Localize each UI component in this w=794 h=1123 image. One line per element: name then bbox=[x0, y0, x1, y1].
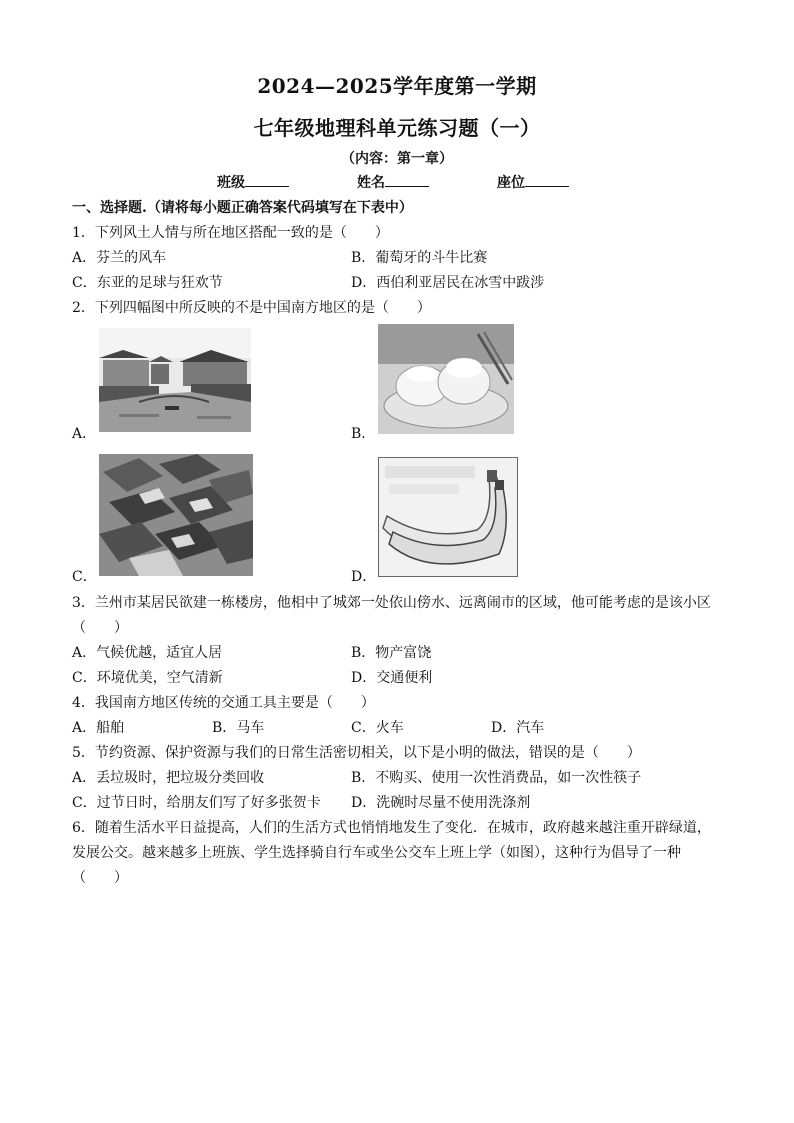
photo-bananas bbox=[378, 457, 518, 577]
seat-blank bbox=[525, 172, 569, 187]
question-3-paren: （ ） bbox=[72, 620, 128, 636]
page-title: 七年级地理科单元练习题（一） bbox=[253, 116, 541, 140]
q4-option-c: C．火车 bbox=[351, 720, 404, 736]
q2-label-c: C． bbox=[72, 569, 97, 585]
question-3-stem: 3．兰州市某居民欲建一栋楼房，他相中了城郊一处依山傍水、远离闹市的区域，他可能考虑的是该小区 bbox=[72, 595, 711, 611]
photo-water-town bbox=[99, 328, 251, 432]
q1-option-a: A．芬兰的风车 bbox=[72, 250, 167, 266]
content-note: （内容：第一章） bbox=[341, 151, 453, 167]
q2-label-b: B． bbox=[351, 426, 376, 442]
q3-option-d: D．交通便利 bbox=[351, 670, 433, 686]
name-label: 姓名 bbox=[357, 175, 385, 191]
q1-option-b: B．葡萄牙的斗牛比赛 bbox=[351, 250, 488, 266]
class-field bbox=[217, 172, 289, 192]
q3-option-b: B．物产富饶 bbox=[351, 645, 432, 661]
seat-label: 座位 bbox=[497, 175, 525, 191]
class-label: 班级 bbox=[217, 175, 245, 191]
q4-option-b: B．马车 bbox=[212, 720, 265, 736]
question-5-stem: 5．节约资源、保护资源与我们的日常生活密切相关，以下是小明的做法，错误的是（ ） bbox=[72, 745, 641, 761]
name-field bbox=[357, 172, 429, 192]
question-1-stem: 1．下列风土人情与所在地区搭配一致的是（ ） bbox=[72, 225, 389, 241]
q1-option-d: D．西伯利亚居民在冰雪中跋涉 bbox=[351, 275, 545, 291]
q5-option-d: D．洗碗时尽量不使用洗涤剂 bbox=[351, 795, 531, 811]
q3-option-a: A．气候优越，适宜人居 bbox=[72, 645, 223, 661]
year-title: 2024—2025学年度第一学期 bbox=[257, 74, 537, 98]
q2-label-d: D． bbox=[351, 569, 377, 585]
q5-option-a: A．丢垃圾时，把垃圾分类回收 bbox=[72, 770, 265, 786]
q5-option-c: C．过节日时，给朋友们写了好多张贺卡 bbox=[72, 795, 321, 811]
question-6-line-2: 发展公交。越来越多上班族、学生选择骑自行车或坐公交车上班上学（如图），这种行为倡导了一种 bbox=[72, 845, 681, 861]
question-2-stem: 2．下列四幅图中所反映的不是中国南方地区的是（ ） bbox=[72, 300, 431, 316]
q5-option-b: B．不购买、使用一次性消费品，如一次性筷子 bbox=[351, 770, 642, 786]
q2-label-a: A． bbox=[72, 426, 97, 442]
q4-option-d: D．汽车 bbox=[491, 720, 545, 736]
section-heading: 一、选择题.（请将每小题正确答案代码填写在下表中） bbox=[72, 200, 413, 216]
seat-field bbox=[497, 172, 569, 192]
photo-courtyard-houses bbox=[99, 454, 253, 576]
photo-rice-bowls bbox=[378, 324, 514, 434]
q3-option-c: C．环境优美，空气清新 bbox=[72, 670, 223, 686]
class-blank bbox=[245, 172, 289, 187]
question-6-paren: （ ） bbox=[72, 870, 128, 886]
q1-option-c: C．东亚的足球与狂欢节 bbox=[72, 275, 223, 291]
question-6-line-1: 6．随着生活水平日益提高，人们的生活方式也悄悄地发生了变化．在城市，政府越来越注重开辟绿道， bbox=[72, 820, 711, 836]
question-4-stem: 4．我国南方地区传统的交通工具主要是（ ） bbox=[72, 695, 375, 711]
name-blank bbox=[385, 172, 429, 187]
q4-option-a: A．船舶 bbox=[72, 720, 125, 736]
